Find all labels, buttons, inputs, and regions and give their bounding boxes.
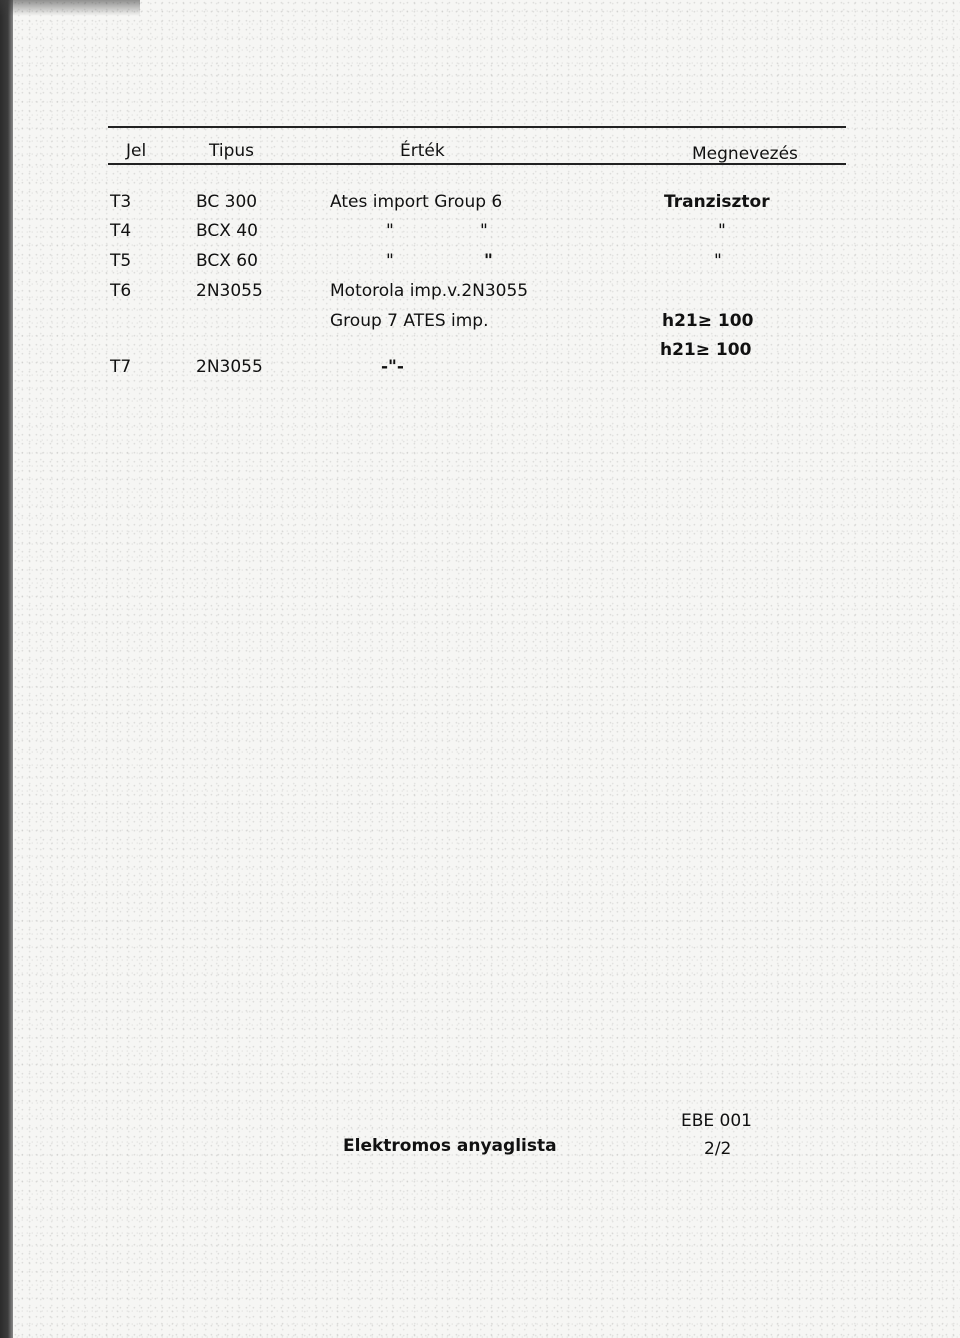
row-t3-megnevezes: Tranzisztor [664,192,770,212]
row-t4-ertek-ditto-b: " [480,221,488,241]
row-t5-megnevezes-ditto: " [714,251,722,271]
row-t6-jel: T6 [110,281,132,301]
row-t4-ertek-ditto-a: " [386,221,394,241]
row-t3-ertek: Ates import Group 6 [330,192,503,212]
row-t6-tipus: 2N3055 [196,281,263,301]
row-t3-tipus: BC 300 [196,192,258,212]
header-jel: Jel [126,141,147,161]
scan-top-smudge [0,0,140,16]
row-t7-jel: T7 [110,357,132,377]
row-t6-ertek: Motorola imp.v.2N3055 [330,281,529,301]
row-t5-jel: T5 [110,251,132,271]
row-t7-tipus: 2N3055 [196,357,263,377]
footer-title: Elektromos anyaglista [343,1136,557,1156]
header-tipus: Tipus [209,141,255,161]
row-t3-jel: T3 [110,192,132,212]
row-t5-ertek-ditto-b: " [484,251,493,271]
row-t7-megnevezes: h21≥ 100 [660,340,752,360]
row-t4-megnevezes-ditto: " [718,221,726,241]
row-t5-ertek-ditto-a: " [386,251,394,271]
row-t4-tipus: BCX 40 [196,221,258,241]
row-t6-ertek-line2: Group 7 ATES imp. [330,311,489,331]
page-number: 2/2 [704,1139,732,1159]
document-code: EBE 001 [681,1111,752,1131]
row-t7-ertek-ditto: -"- [381,357,404,377]
row-t6-megnevezes-line2: h21≥ 100 [662,311,754,331]
scan-left-edge [0,0,13,1338]
row-t4-jel: T4 [110,221,132,241]
header-megnevezes: Megnevezés [692,144,798,164]
table-top-rule [108,126,846,128]
row-t5-tipus: BCX 60 [196,251,258,271]
header-ertek: Érték [400,141,445,161]
